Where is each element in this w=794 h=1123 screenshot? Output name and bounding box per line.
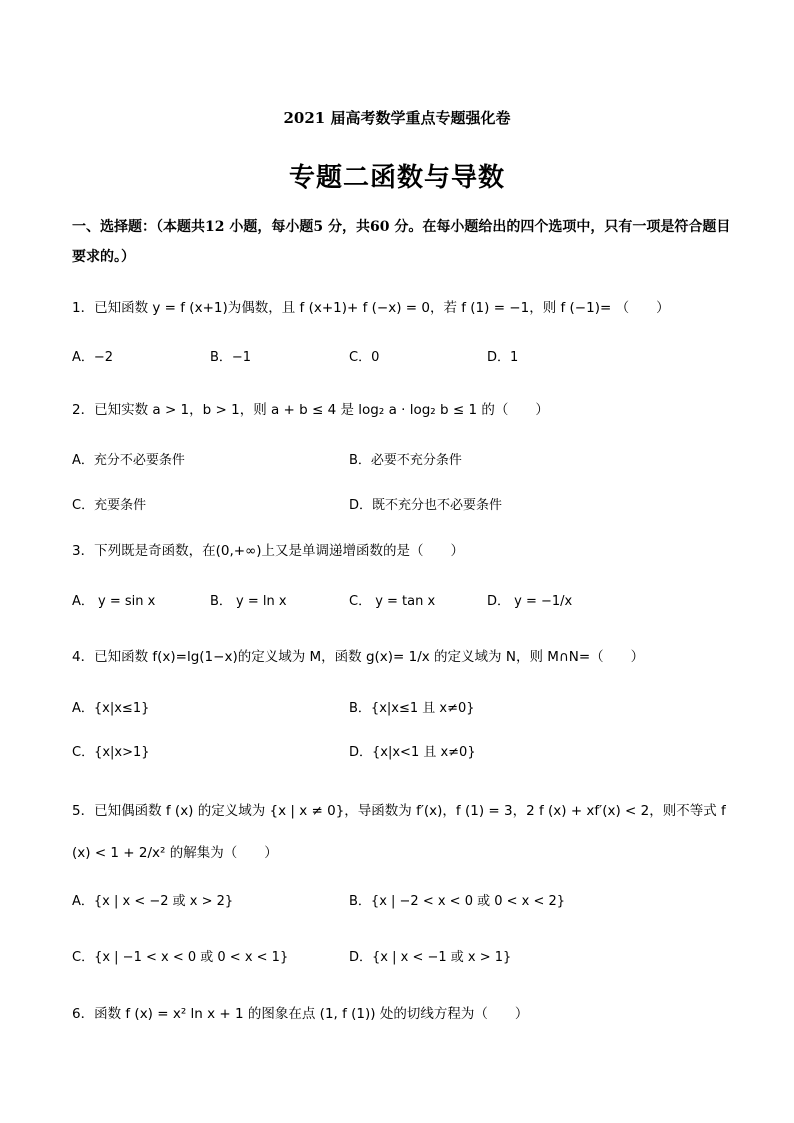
question-3-option-a: A． y = sin x	[72, 594, 156, 609]
question-5-stem: 5．已知偶函数 f (x) 的定义域为 {x | x ≠ 0}，导函数为 f′(x)，f (1) = 3，2 f (x) + xf′(x) < 2，则不等式 f (x) < 1 + 2/x² 的解集为（ ）	[72, 803, 726, 861]
question-4-option-c: C．{x|x>1}	[72, 745, 150, 760]
question-4-option-a: A．{x|x≤1}	[72, 701, 150, 716]
question-4-option-b: B．{x|x≤1 且 x≠0}	[349, 701, 475, 716]
question-1-option-a: A．−2	[72, 350, 114, 365]
question-1-option-c: C．0	[349, 350, 380, 365]
question-2-stem: 2．已知实数 a > 1，b > 1，则 a + b ≤ 4 是 log₂ a · log₂ b ≤ 1 的（ ）	[72, 402, 549, 418]
question-5-option-d: D．{x | x < −1 或 x > 1}	[349, 950, 512, 965]
question-5-option-c: C．{x | −1 < x < 0 或 0 < x < 1}	[72, 950, 289, 965]
question-2-option-b: B．必要不充分条件	[349, 453, 462, 468]
question-6-stem: 6．函数 f (x) = x² ln x + 1 的图象在点 (1, f (1)) 处的切线方程为（ ）	[72, 1006, 529, 1022]
question-2-option-c: C．充要条件	[72, 498, 147, 513]
question-5-option-a: A．{x | x < −2 或 x > 2}	[72, 894, 234, 909]
question-2-option-a: A．充分不必要条件	[72, 453, 185, 468]
question-1-stem: 1．已知函数 y = f (x+1)为偶数，且 f (x+1)+ f (−x) = 0，若 f (1) = −1，则 f (−1)= （ ）	[72, 300, 670, 316]
question-1-option-d: D．1	[487, 350, 519, 365]
question-3-option-d: D． y = −1/x	[487, 594, 573, 609]
question-3-stem: 3．下列既是奇函数，在(0,+∞)上又是单调递增函数的是（ ）	[72, 543, 465, 559]
question-3-option-b: B． y = ln x	[210, 594, 287, 609]
question-4-option-d: D．{x|x<1 且 x≠0}	[349, 745, 476, 760]
question-3-option-c: C． y = tan x	[349, 594, 436, 609]
question-5-option-b: B．{x | −2 < x < 0 或 0 < x < 2}	[349, 894, 566, 909]
exam-subtitle: 2021 届高考数学重点专题强化卷	[283, 109, 511, 127]
section-heading: 一、选择题：（本题共12 小题，每小题5 分，共60 分。在每小题给出的四个选项中，只有一项是符合题目要求的。）	[72, 219, 731, 265]
question-2-option-d: D．既不充分也不必要条件	[349, 498, 503, 513]
question-4-stem: 4．已知函数 f(x)=lg(1−x)的定义域为 M，函数 g(x)= 1/x 的定义域为 N，则 M∩N=（ ）	[72, 649, 645, 665]
page-title: 专题二函数与导数	[288, 163, 505, 193]
question-1-option-b: B．−1	[210, 350, 252, 365]
